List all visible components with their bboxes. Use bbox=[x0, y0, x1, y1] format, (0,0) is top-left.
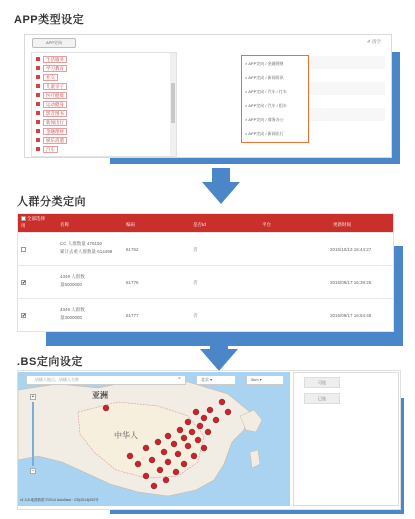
map-markers bbox=[18, 372, 290, 506]
category-item[interactable]: 汽车 bbox=[36, 145, 58, 153]
remove-icon[interactable]: × bbox=[245, 131, 248, 136]
lbs-section-title: .BS定向设定 bbox=[17, 356, 83, 368]
col-platform[interactable]: 平台 bbox=[262, 222, 271, 227]
clear-button[interactable] bbox=[367, 39, 381, 45]
category-item[interactable]: 生活服务 bbox=[36, 55, 67, 63]
expand-icon[interactable] bbox=[36, 66, 40, 70]
remove-icon[interactable]: × bbox=[245, 89, 248, 94]
crowd-table bbox=[17, 213, 394, 332]
remove-icon[interactable]: × bbox=[245, 117, 248, 122]
map-search-input[interactable]: 请输入地点，请输入名称 bbox=[26, 375, 186, 385]
selected-button[interactable]: 已选 bbox=[304, 393, 340, 404]
expand-icon[interactable] bbox=[36, 129, 40, 133]
pin-icon: ✐ bbox=[366, 39, 371, 44]
row-checkbox[interactable]: ✔ bbox=[22, 313, 27, 319]
app-section-title: APP类型设定 bbox=[14, 14, 85, 26]
app-targeting-button[interactable] bbox=[32, 38, 76, 48]
expand-icon[interactable] bbox=[36, 111, 40, 115]
chevron-down-icon: ▾ bbox=[210, 377, 213, 382]
lbs-side-panel bbox=[293, 372, 399, 506]
scrollbar-thumb[interactable] bbox=[171, 83, 175, 123]
app-panel bbox=[24, 34, 392, 158]
down-arrow-icon bbox=[200, 335, 238, 371]
row-checkbox[interactable] bbox=[21, 247, 26, 252]
expand-icon[interactable] bbox=[36, 84, 40, 88]
remove-icon[interactable]: × bbox=[245, 75, 248, 80]
category-item[interactable]: 儿童亲子 bbox=[36, 82, 67, 90]
table-row[interactable]: ✔ 4349 人群数 量5000000 61776 否 2015/09/17 16:39:26 bbox=[18, 265, 393, 298]
select-all-checkbox[interactable] bbox=[21, 216, 26, 221]
chevron-down-icon: ▾ bbox=[259, 377, 262, 382]
clear-label: 清空 bbox=[372, 39, 381, 44]
category-item[interactable]: 娱乐消遣 bbox=[36, 136, 67, 144]
table-row[interactable]: CC 人群数量 478150 累计去重人群数量 614498 61762 否 2015/10/13 16:44:27 bbox=[18, 232, 393, 265]
selected-item[interactable]: × APP定向 / 金融理财 bbox=[245, 61, 284, 66]
selected-item[interactable]: × APP定向 / 汽车 / 打车 bbox=[245, 89, 287, 94]
row-checkbox[interactable]: ✔ bbox=[22, 280, 27, 286]
category-item[interactable]: 影音图书 bbox=[36, 109, 67, 117]
crowd-section-title: 人群分类定向 bbox=[17, 196, 86, 208]
category-item[interactable]: 医疗健康 bbox=[36, 91, 67, 99]
expand-icon[interactable] bbox=[36, 102, 40, 106]
city-select[interactable]: 北京 ▾ bbox=[196, 375, 236, 385]
remove-icon[interactable]: × bbox=[245, 103, 248, 108]
map-label-china: 中华人 bbox=[114, 431, 138, 440]
expand-icon[interactable] bbox=[36, 147, 40, 151]
selected-list bbox=[241, 52, 385, 157]
down-arrow-icon bbox=[202, 168, 240, 204]
expand-icon[interactable] bbox=[36, 57, 40, 61]
expand-icon[interactable] bbox=[36, 120, 40, 124]
category-item[interactable]: 学习教育 bbox=[36, 64, 67, 72]
selected-item[interactable]: × APP定向 / 新闻出行 bbox=[245, 131, 284, 136]
map-attribution: v1.3.8 地图数据 ©2014 AutoNavi · GS(2014)002号 bbox=[20, 498, 99, 502]
app-panel-header bbox=[25, 35, 391, 49]
expand-icon[interactable] bbox=[36, 138, 40, 142]
button-label: APP定向 bbox=[45, 40, 62, 45]
available-button[interactable]: 可选 bbox=[304, 377, 340, 388]
map-canvas[interactable] bbox=[18, 372, 290, 506]
zoom-in-button[interactable]: + bbox=[31, 394, 35, 400]
remove-icon[interactable]: × bbox=[245, 61, 248, 66]
category-item[interactable]: 社交 bbox=[36, 73, 58, 81]
selected-item[interactable]: × APP定向 / 商务办公 bbox=[245, 117, 284, 122]
expand-icon[interactable] bbox=[36, 93, 40, 97]
category-item[interactable]: 金融理财 bbox=[36, 127, 67, 135]
col-name[interactable]: 名称 bbox=[60, 222, 69, 227]
col-visible[interactable]: 是否Id bbox=[193, 222, 206, 227]
table-header bbox=[18, 214, 393, 232]
category-item[interactable]: 新闻出行 bbox=[36, 118, 67, 126]
map-label-asia: 亚洲 bbox=[92, 391, 108, 400]
select-all-label-tail: 用 bbox=[21, 223, 26, 228]
zoom-out-button[interactable]: − bbox=[31, 468, 35, 474]
selected-item[interactable]: × APP定向 / 汽车 / 租车 bbox=[245, 103, 287, 108]
table-row[interactable]: ✔ 4349 人群数 量3000000 61777 否 2015/09/17 16:54:49 bbox=[18, 298, 393, 331]
selected-item[interactable]: × APP定向 / 新闻资讯 bbox=[245, 75, 284, 80]
category-item[interactable]: 运动健身 bbox=[36, 100, 67, 108]
clear-search-icon[interactable]: × bbox=[178, 376, 181, 382]
col-code[interactable]: 编码 bbox=[126, 222, 135, 227]
selected-items-box bbox=[241, 55, 309, 143]
category-list[interactable] bbox=[31, 52, 177, 157]
radius-select[interactable]: 5km ▾ bbox=[246, 375, 284, 385]
select-all-label: 全部选择 bbox=[27, 216, 45, 221]
expand-icon[interactable] bbox=[36, 75, 40, 79]
col-updated[interactable]: 更新时间 bbox=[333, 222, 351, 227]
